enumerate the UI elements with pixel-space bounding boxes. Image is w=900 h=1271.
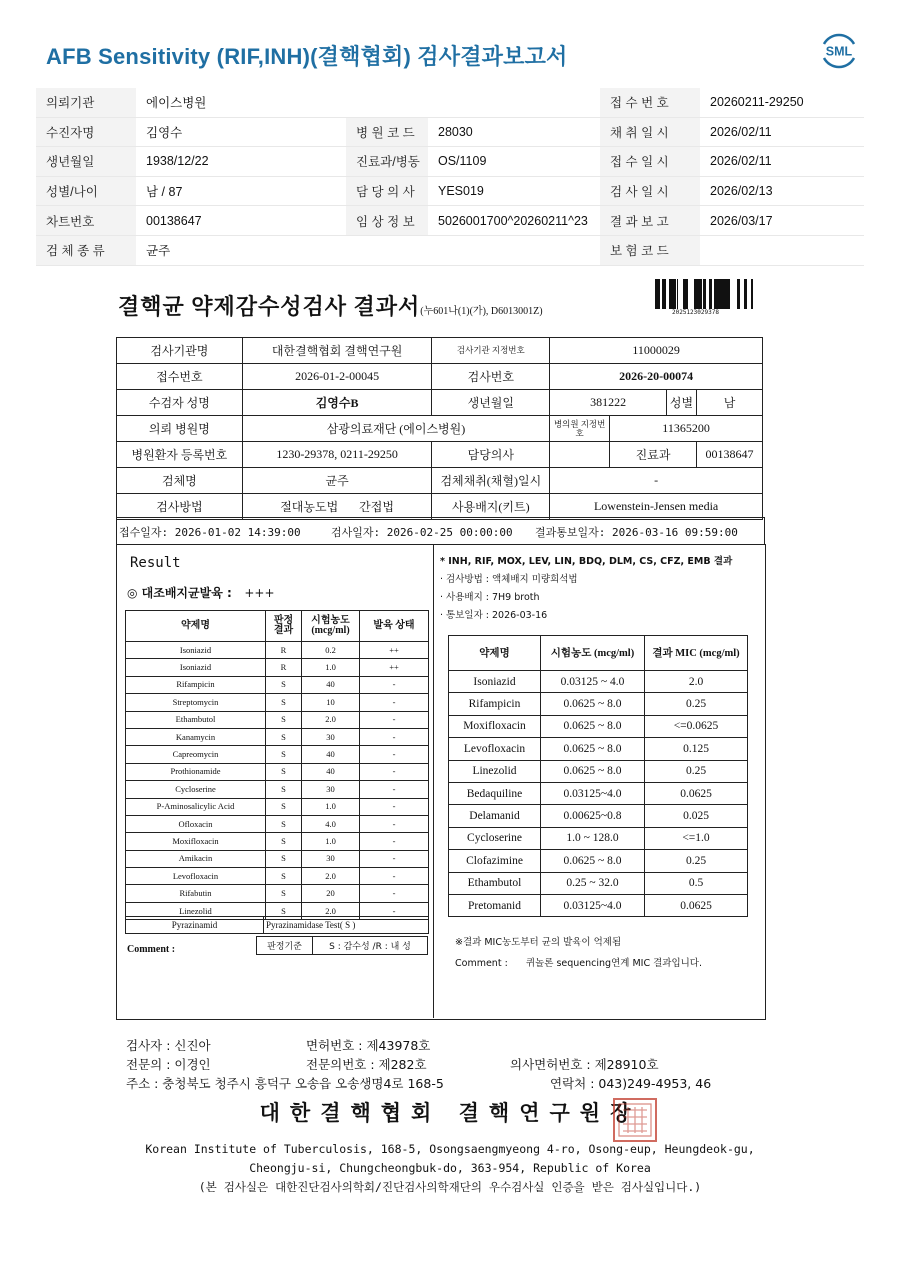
table-cell: 0.03125~4.0 [541,782,645,804]
barcode-bar [703,279,706,309]
report-title: 결핵균 약제감수성검사 결과서(누601나(1)(가), D6013001Z) [118,294,543,319]
table-cell: 1.0 [302,659,360,676]
barcode-bar [677,279,678,309]
table-cell: 0.125 [645,738,748,760]
table-row [449,850,748,872]
table-cell: S [266,902,302,919]
header-label: 성별/나이 [36,176,136,206]
pyrazinamid-table: Pyrazinamid Pyrazinamidase Test( S ) [125,916,429,934]
table-cell: 2.0 [302,868,360,885]
header-value: 28030 [428,117,600,147]
barcode-bar [728,279,730,309]
barcode-bar [714,279,716,309]
method-note: · 검사방법 : 액체배지 미량희석법 [440,574,578,585]
table-row [126,694,429,711]
table-cell: 30 [302,781,360,798]
column-header: 시험농도 (mcg/ml) [541,636,645,671]
barcode-bar [665,279,666,309]
table-row [126,815,429,832]
barcode-bar [716,279,719,309]
table-cell: Ethambutol [126,711,266,728]
results-divider [433,544,434,1018]
header-label: 차트번호 [36,206,136,236]
official-seal-icon [610,1095,660,1145]
table-cell: 10 [302,694,360,711]
header-label: 의뢰기관 [36,88,136,117]
reported-date: 결과통보일자: 2026-03-16 09:59:00 [535,526,738,539]
barcode-bar [699,279,702,309]
table-cell: 0.025 [645,805,748,827]
table-cell: Rifabutin [126,885,266,902]
legend-table: 판정기준 S : 감수성 /R : 내 성 [256,936,428,955]
barcode-bar [685,279,686,309]
table-cell: S [266,711,302,728]
barcode-bar [669,279,671,309]
table-cell: - [360,850,429,867]
report-dates [116,517,765,545]
table-cell: R [266,659,302,676]
table-cell: - [360,885,429,902]
table-cell: Clofazimine [449,850,541,872]
table-row [126,711,429,728]
header-value: 김영수 [136,117,346,147]
patient-header-table [36,88,864,266]
table-cell: 0.0625 ~ 8.0 [541,760,645,782]
header-value [428,88,600,117]
method-note: · 통보일자 : 2026-03-16 [440,610,548,621]
table-cell: S [266,850,302,867]
table-row [449,872,748,894]
method-note: · 사용배지 : 7H9 broth [440,592,540,603]
table-cell: 40 [302,746,360,763]
table-cell: 40 [302,763,360,780]
table-cell: 0.0625 ~ 8.0 [541,738,645,760]
header-value: 균주 [136,235,346,265]
table-row [126,763,429,780]
table-cell: Levofloxacin [449,738,541,760]
table-cell: 0.00625~0.8 [541,805,645,827]
barcode-bar [694,279,696,309]
header-label: 수진자명 [36,117,136,147]
table-cell: Levofloxacin [126,868,266,885]
table-cell: 1.0 [302,833,360,850]
mic-results-table [448,635,748,917]
table-cell: Bedaquiline [449,782,541,804]
result-heading: Result [130,555,181,571]
table-cell: S [266,833,302,850]
table-cell: 0.0625 [645,782,748,804]
table-cell: <=0.0625 [645,715,748,737]
barcode-bar [657,279,659,309]
table-cell: 0.0625 ~ 8.0 [541,693,645,715]
column-header: 약제명 [126,611,266,642]
table-cell: <=1.0 [645,827,748,849]
header-value: YES019 [428,176,600,206]
table-cell: S [266,746,302,763]
table-cell: S [266,763,302,780]
barcode-bar [683,279,685,309]
header-label: 검 사 일 시 [600,176,700,206]
header-label: 접 수 번 호 [600,88,700,117]
table-row [449,715,748,737]
sml-logo-icon [818,30,860,72]
solid-media-results-table [125,610,429,920]
header-label: 병 원 코 드 [346,117,428,147]
header-label [346,88,428,117]
header-label [346,235,428,265]
table-cell: Kanamycin [126,728,266,745]
table-cell: S [266,676,302,693]
table-cell: Capreomycin [126,746,266,763]
method-note: * INH, RIF, MOX, LEV, LIN, BDQ, DLM, CS, CFZ, EMB 결과 [440,556,733,567]
header-value: 00138647 [136,206,346,236]
table-cell: 0.25 [645,850,748,872]
barcode-bar [726,279,728,309]
table-row [126,781,429,798]
barcode-bar [709,279,712,309]
header-label: 담 당 의 사 [346,176,428,206]
barcode-bar [686,279,688,309]
header-label: 진료과/병동 [346,147,428,177]
table-cell: S [266,885,302,902]
report-code: (누601나(1)(가), D6013001Z) [420,306,543,317]
table-row [126,728,429,745]
table-cell: 1.0 [302,798,360,815]
barcode-bar [719,279,722,309]
table-cell: 0.03125~4.0 [541,894,645,916]
table-cell: 30 [302,850,360,867]
table-cell: 0.5 [645,872,748,894]
table-cell: Cycloserine [449,827,541,849]
table-cell: - [360,711,429,728]
column-header: 시험농도 (mcg/ml) [302,611,360,642]
table-cell: Streptomycin [126,694,266,711]
table-cell: - [360,833,429,850]
header-value: 남 / 87 [136,176,346,206]
barcode-bar [674,279,676,309]
barcode-bar [659,279,660,309]
mic-footnote: ※결과 MIC농도부터 균의 발육이 억제됨 [455,937,622,948]
table-cell: - [360,781,429,798]
table-cell: Moxifloxacin [449,715,541,737]
table-cell: - [360,728,429,745]
table-cell: 30 [302,728,360,745]
header-label: 임 상 정 보 [346,206,428,236]
institution-name: 대한결핵협회 결핵연구원장 [259,1101,641,1125]
column-header: 발육 상태 [360,611,429,642]
page-title: AFB Sensitivity (RIF,INH)(결핵협회) 검사결과보고서 [46,44,568,69]
table-row [126,868,429,885]
table-cell: S [266,694,302,711]
header-value: OS/1109 [428,147,600,177]
table-cell: - [360,676,429,693]
header-label: 채 취 일 시 [600,117,700,147]
table-cell: S [266,868,302,885]
table-cell: Isoniazid [126,659,266,676]
table-cell: Linezolid [449,760,541,782]
table-row [449,738,748,760]
barcode-bar [751,279,753,309]
table-cell: 2.0 [302,711,360,728]
column-header: 약제명 [449,636,541,671]
header-label: 생년월일 [36,147,136,177]
barcode-bar [662,279,665,309]
table-row [126,798,429,815]
barcode-bar [671,279,674,309]
received-date: 접수일자: 2026-01-02 14:39:00 [119,526,301,539]
header-value: 1938/12/22 [136,147,346,177]
barcode-icon [655,279,755,309]
table-cell: S [266,798,302,815]
liquid-method-notes [440,553,732,625]
table-cell: P-Aminosalicylic Acid [126,798,266,815]
column-header: 판정 결과 [266,611,302,642]
table-cell: Rifampicin [449,693,541,715]
barcode-bar [655,279,657,309]
table-row [449,782,748,804]
table-row [126,850,429,867]
table-cell: 0.0625 ~ 8.0 [541,715,645,737]
table-cell: Moxifloxacin [126,833,266,850]
table-cell: 0.0625 [645,894,748,916]
table-cell: Rifampicin [126,676,266,693]
table-cell: 0.25 ~ 32.0 [541,872,645,894]
barcode-bar [722,279,723,309]
header-label: 보 험 코 드 [600,235,700,265]
table-cell: 20 [302,885,360,902]
table-cell: - [360,868,429,885]
barcode-number: 2025123029378 [672,309,719,316]
table-cell: Delamanid [449,805,541,827]
certification-note: (본 검사실은 대한진단검사의학회/진단검사의학재단의 우수검사실 인증을 받은 검사실입니다.) [198,1180,702,1194]
header-value [428,235,600,265]
header-value: 2026/03/17 [700,206,864,236]
table-cell: 0.25 [645,693,748,715]
table-row [126,746,429,763]
column-header: 결과 MIC (mcg/ml) [645,636,748,671]
header-value: 20260211-29250 [700,88,864,117]
header-value [700,235,864,265]
table-cell: Isoniazid [126,642,266,659]
table-cell: 0.03125 ~ 4.0 [541,671,645,693]
table-cell: ++ [360,642,429,659]
header-value: 2026/02/11 [700,147,864,177]
table-cell: 2.0 [645,671,748,693]
table-row [449,760,748,782]
left-comment-label: Comment : [127,944,176,955]
right-comment: Comment : 퀴놀론 sequencing연계 MIC 결과입니다. [455,958,702,969]
barcode-bar [696,279,699,309]
table-cell: 0.0625 ~ 8.0 [541,850,645,872]
header-label: 결 과 보 고 [600,206,700,236]
table-row [449,805,748,827]
table-cell: Prothionamide [126,763,266,780]
table-row [449,827,748,849]
table-cell: S [266,781,302,798]
table-cell: Ethambutol [449,872,541,894]
table-cell: Pretomanid [449,894,541,916]
header-value: 2026/02/11 [700,117,864,147]
table-cell: S [266,815,302,832]
english-address: Korean Institute of Tuberculosis, 168-5, Osongsaengmyeong 4-ro, Osong-eup, Heungdeok-gu, Cheongju-si, Chungcheongbuk-do, 363-954, Republic of Korea (본 검사실은 대한진단검사의학회/진단검사의학재단의 우수검사실 인증을 받은 검사실입니다.) [0,1140,900,1197]
table-row [449,671,748,693]
table-cell: 2.0 [302,902,360,919]
table-cell: 40 [302,676,360,693]
table-cell: 4.0 [302,815,360,832]
table-cell: Cycloserine [126,781,266,798]
table-cell: - [360,902,429,919]
table-cell: 0.25 [645,760,748,782]
table-cell: R [266,642,302,659]
sml-logo-text: SML [825,44,853,59]
header-value: 5026001700^20260211^23 [428,206,600,236]
table-cell: 1.0 ~ 128.0 [541,827,645,849]
table-row [126,833,429,850]
table-cell: Linezolid [126,902,266,919]
table-cell: - [360,746,429,763]
table-cell: ++ [360,659,429,676]
table-row [126,676,429,693]
header-label: 접 수 일 시 [600,147,700,177]
table-cell: - [360,763,429,780]
table-cell: Isoniazid [449,671,541,693]
table-row [126,885,429,902]
barcode-bar [744,279,747,309]
table-row [126,659,429,676]
table-cell: Ofloxacin [126,815,266,832]
header-label: 검 체 종 류 [36,235,136,265]
control-growth: ◎ 대조배지균발육 : +++ [127,586,275,600]
report-info-table: 검사기관명 대한결핵협회 결핵연구원 검사기관 지정번호 11000029 접수번호 2026-01-2-00045 검사번호 2026-20-00074 수검자 성명 김영수B 생년월일 381222 성별 남 의뢰 병원명 삼광의료재단 (에이스병원) 병의원 지정번호 11365200 병원환자 등록번호 1230-29378, 0211-29250 담당의사 진료과 00138647 검체명 균주 검체채취(채혈)일시 - 검사방법 절대농도법 간접법 사용배지(키트) Lowenstein-Jensen media [116,337,763,520]
table-row [126,642,429,659]
table-row [449,693,748,715]
table-cell: - [360,798,429,815]
tested-date: 검사일자: 2026-02-25 00:00:00 [331,526,513,539]
header-value: 2026/02/13 [700,176,864,206]
header-value: 에이스병원 [136,88,346,117]
table-cell: S [266,728,302,745]
table-cell: 0.2 [302,642,360,659]
table-cell: - [360,694,429,711]
table-row [449,894,748,916]
barcode-bar [723,279,726,309]
table-cell: Amikacin [126,850,266,867]
table-cell: - [360,815,429,832]
barcode-bar [737,279,740,309]
